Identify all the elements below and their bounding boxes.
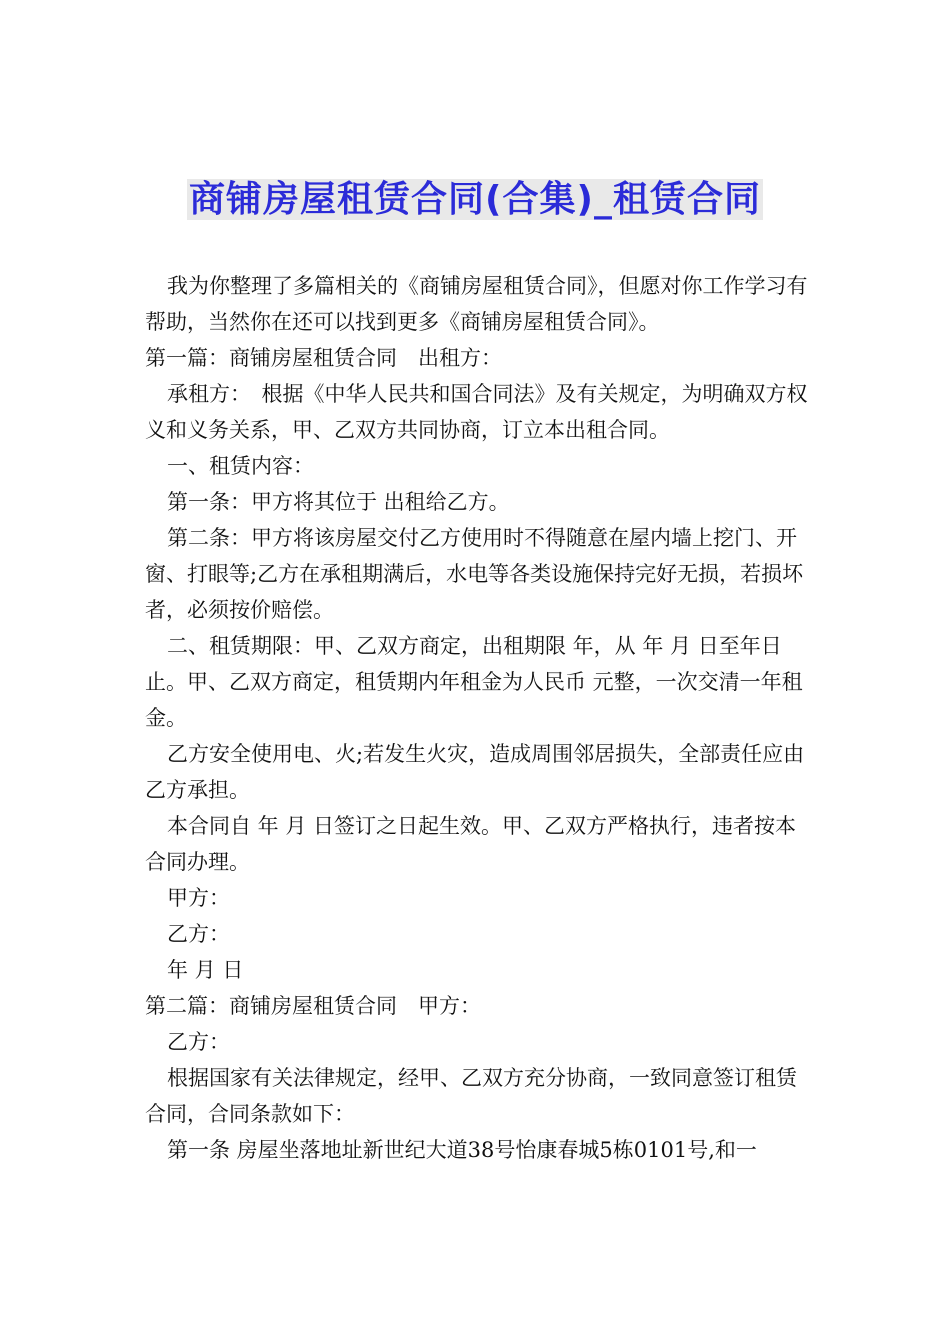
section-heading: 第一篇：商铺房屋租赁合同 出租方： xyxy=(145,346,502,370)
paragraph: 乙方： xyxy=(167,1030,230,1054)
date-line: 年 月 日 xyxy=(167,958,244,982)
paragraph: 我为你整理了多篇相关的《商铺房屋租赁合同》，但愿对你工作学习有帮助，当然你在还可以找到更多《商铺房屋租赁合同》。 xyxy=(145,274,808,334)
document-title xyxy=(0,174,950,226)
section-heading: 第二篇：商铺房屋租赁合同 甲方： xyxy=(145,994,481,1018)
paragraph: 本合同自 年 月 日签订之日起生效。甲、乙双方严格执行，违者按本合同办理。 xyxy=(145,814,797,874)
paragraph: 承租方： 根据《中华人民共和国合同法》及有关规定，为明确双方权义和义务关系，甲、乙双方共同协商，订立本出租合同。 xyxy=(145,382,808,442)
paragraph: 一、租赁内容： xyxy=(167,454,314,478)
document-title-text: 商铺房屋租赁合同(合集)_租赁合同 xyxy=(189,179,761,220)
paragraph: 根据国家有关法律规定，经甲、乙双方充分协商，一致同意签订租赁合同，合同条款如下： xyxy=(145,1066,797,1126)
paragraph: 第二条：甲方将该房屋交付乙方使用时不得随意在屋内墙上挖门、开窗、打眼等;乙方在承租期满后，水电等各类设施保持完好无损，若损坏者，必须按价赔偿。 xyxy=(145,526,804,622)
signature-line-party-b: 乙方： xyxy=(167,922,230,946)
signature-line-party-a: 甲方： xyxy=(167,886,230,910)
paragraph: 二、租赁期限：甲、乙双方商定，出租期限 年，从 年 月 日至年日止。甲、乙双方商定，租赁期内年租金为人民币 元整，一次交清一年租金。 xyxy=(145,634,803,730)
paragraph: 第一条：甲方将其位于 出租给乙方。 xyxy=(167,490,510,514)
paragraph: 乙方安全使用电、火;若发生火灾，造成周围邻居损失，全部责任应由乙方承担。 xyxy=(145,742,805,802)
paragraph: 第一条 房屋坐落地址新世纪大道38号怡康春城5栋0101号,和一 xyxy=(167,1138,757,1162)
document-body xyxy=(145,268,810,1168)
